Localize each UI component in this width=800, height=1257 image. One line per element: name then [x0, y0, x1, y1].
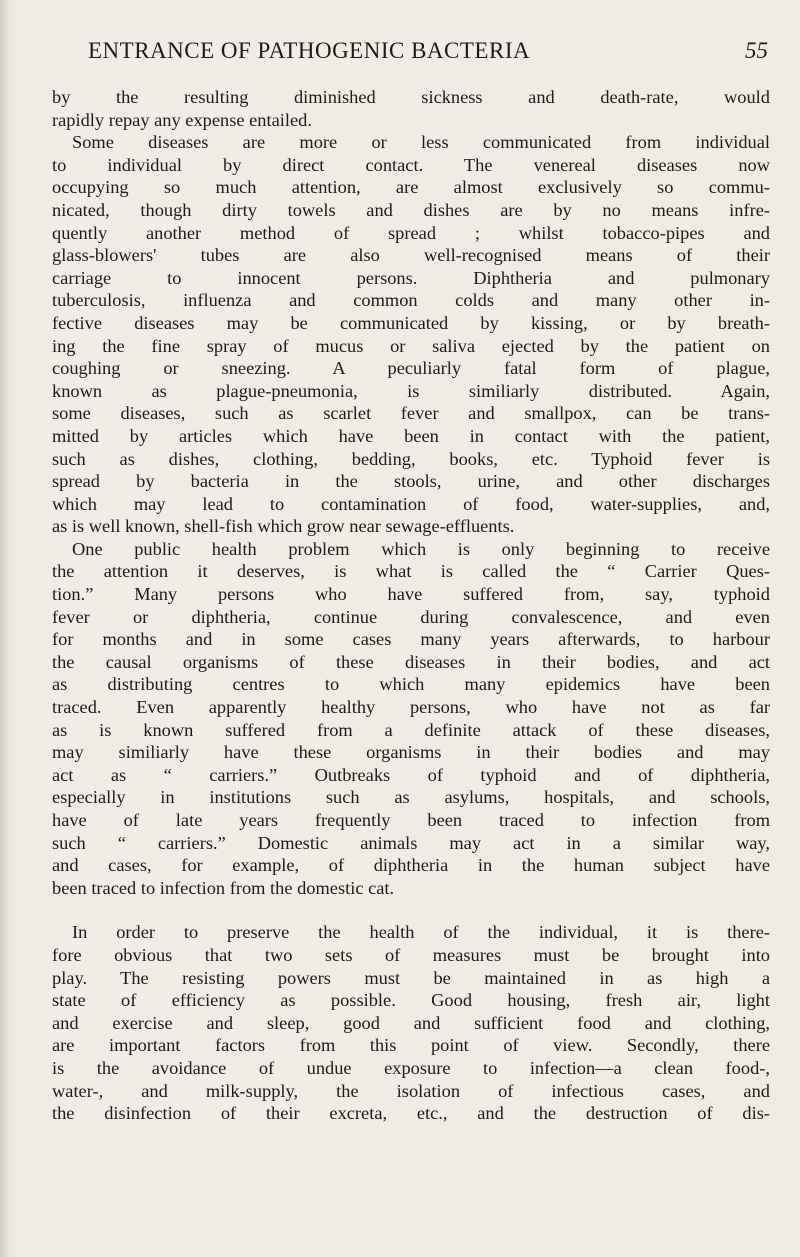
text-line: fective diseases may be communicated by kissing, or by breath-	[52, 312, 770, 333]
text-line: been traced to infection from the domestic cat.	[52, 877, 395, 898]
text-line: fever or diphtheria, continue during convalescence, and even	[52, 606, 770, 627]
text-line: tuberculosis, influenza and common colds and many other in-	[52, 290, 770, 311]
text-line: Some diseases are more or less communicated from individual	[72, 132, 770, 153]
text-line: by the resulting diminished sickness and death-rate, would	[52, 87, 770, 107]
text-line: as distributing centres to which many epidemics have been	[52, 674, 770, 695]
text-line: such as dishes, clothing, bedding, books, etc. Typhoid fever is	[52, 448, 770, 469]
text-line: as is well known, shell-fish which grow near sewage-effluents.	[52, 516, 515, 537]
text-line: is the avoidance of undue exposure to infection—a clean food-,	[52, 1057, 770, 1078]
text-line: state of efficiency as possible. Good housing, fresh air, light	[52, 990, 770, 1011]
text-line: carriage to innocent persons. Diphtheria and pulmonary	[52, 267, 770, 288]
text-line: which may lead to contamination of food, water-supplies, and,	[52, 493, 770, 514]
text-line: to individual by direct contact. The venereal diseases now	[52, 154, 770, 175]
text-line: fore obvious that two sets of measures must be brought into	[52, 944, 770, 965]
text-line: glass-blowers' tubes are also well-recognised means of their	[52, 245, 770, 266]
paragraph-gap	[52, 899, 770, 921]
text-line: known as plague-pneumonia, is similiarly distributed. Again,	[52, 380, 770, 401]
text-line: nicated, though dirty towels and dishes are by no means infre-	[52, 199, 770, 220]
text-line: ing the fine spray of mucus or saliva ejected by the patient on	[52, 335, 770, 356]
page-number: 55	[745, 38, 768, 63]
text-line: water-, and milk-supply, the isolation of infectious cases, and	[52, 1080, 770, 1101]
text-line: have of late years frequently been traced to infection from	[52, 810, 770, 830]
text-line: such “ carriers.” Domestic animals may act in a similar way,	[52, 832, 770, 853]
text-line: play. The resisting powers must be maintained in as high a	[52, 967, 770, 988]
text-line: for months and in some cases many years afterwards, to harbour	[52, 629, 770, 650]
text-line: In order to preserve the health of the individual, it is there-	[72, 922, 770, 943]
page-header	[88, 38, 768, 72]
page-spine-shadow	[0, 0, 8, 1257]
text-line: tion.” Many persons who have suffered from, say, typhoid	[52, 584, 770, 605]
text-line: rapidly repay any expense entailed.	[52, 109, 312, 130]
text-line: act as “ carriers.” Outbreaks of typhoid and of diphtheria,	[52, 764, 770, 785]
text-line: One public health problem which is only beginning to receive	[72, 538, 770, 559]
body-text	[52, 86, 770, 1125]
text-line: quently another method of spread ; whilst tobacco-pipes and	[52, 222, 770, 243]
text-line: the attention it deserves, is what is called the “ Carrier Ques-	[52, 561, 770, 582]
text-line: the disinfection of their excreta, etc., and the destruction of dis-	[52, 1103, 770, 1124]
text-line: coughing or sneezing. A peculiarly fatal form of plague,	[52, 358, 770, 379]
text-line: and exercise and sleep, good and sufficient food and clothing,	[52, 1012, 770, 1033]
text-line: traced. Even apparently healthy persons, who have not as far	[52, 697, 770, 718]
text-line: may similiarly have these organisms in their bodies and may	[52, 742, 770, 763]
text-line: some diseases, such as scarlet fever and smallpox, can be trans-	[52, 403, 770, 424]
text-line: especially in institutions such as asylums, hospitals, and schools,	[52, 787, 770, 808]
running-title: ENTRANCE OF PATHOGENIC BACTERIA	[88, 38, 531, 63]
text-line: as is known suffered from a definite attack of these diseases,	[52, 719, 770, 740]
text-line: spread by bacteria in the stools, urine, and other discharges	[52, 471, 770, 492]
text-line: are important factors from this point of view. Secondly, there	[52, 1035, 770, 1056]
text-line: mitted by articles which have been in contact with the patient,	[52, 425, 770, 446]
text-line: occupying so much attention, are almost exclusively so commu-	[52, 177, 770, 198]
text-line: the causal organisms of these diseases in their bodies, and act	[52, 651, 770, 672]
text-line: and cases, for example, of diphtheria in the human subject have	[52, 855, 770, 876]
